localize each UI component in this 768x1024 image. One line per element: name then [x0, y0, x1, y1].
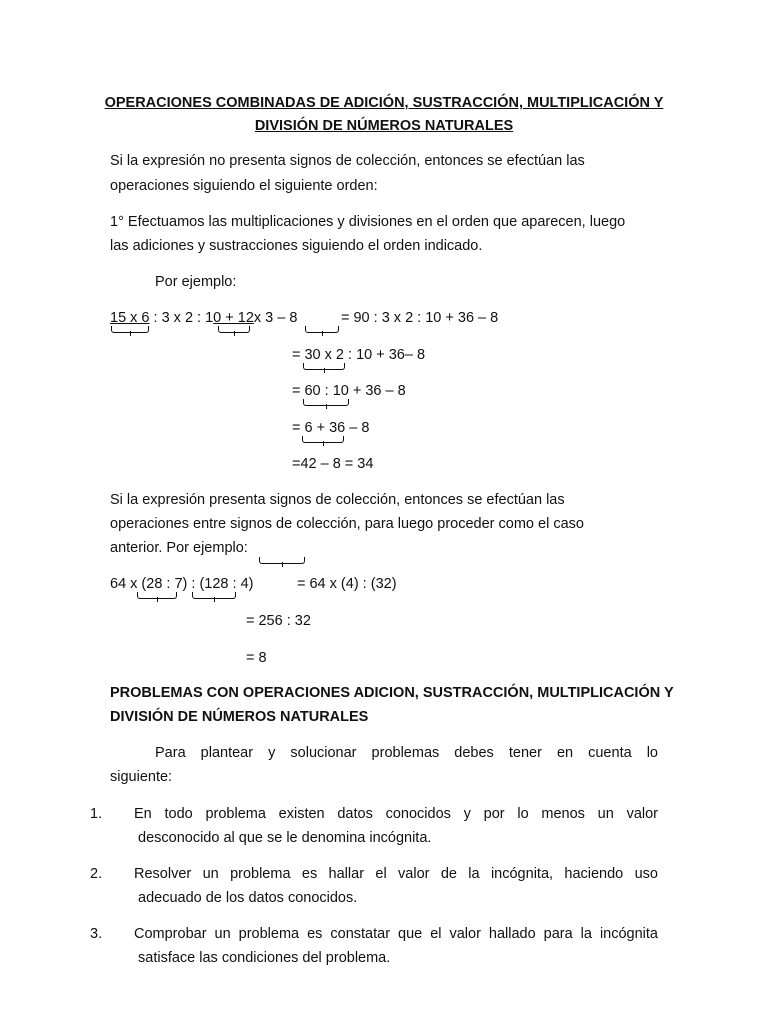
example1-step3: = 6 + 36 – 8 [292, 420, 370, 436]
brace-step2 [303, 399, 349, 406]
intro2-line-3: anterior. Por ejemplo: [110, 540, 248, 556]
list-item-1-line-2: desconocido al que se le denomina incógnita. [138, 830, 432, 846]
example2-expression: 64 x (28 : 7) : (128 : 4) [110, 576, 254, 592]
brace-128-4 [192, 592, 236, 599]
example1-expr-part4: 2 [245, 310, 254, 326]
list-item-3-line-2: satisface las condiciones del problema. [138, 950, 391, 966]
problems-intro-line-1: Para plantear y solucionar problemas debes tener en cuenta lo [155, 745, 658, 761]
brace-15x6 [111, 326, 149, 333]
brace-3-8 [305, 326, 339, 333]
problems-title-line-1: PROBLEMAS CON OPERACIONES ADICION, SUSTRACCIÓN, MULTIPLICACIÓN Y [110, 685, 674, 701]
example1-expression [110, 309, 297, 327]
brace-10-12 [218, 326, 250, 333]
example1-step4: =42 – 8 = 34 [292, 456, 374, 472]
brace-ejemplo [259, 557, 305, 564]
example1-label: Por ejemplo: [155, 274, 237, 290]
list-item-3-number: 3. [90, 926, 103, 942]
intro-line-1: Si la expresión no presenta signos de colección, entonces se efectúan las [110, 153, 585, 169]
rule1-line-2: las adiciones y sustracciones siguiendo el orden indicado. [110, 238, 483, 254]
rule1-line-1: 1° Efectuamos las multiplicaciones y divisiones en el orden que aparecen, luego [110, 214, 626, 230]
example2-step2: = 8 [246, 650, 267, 666]
example1-step2: = 60 : 10 + 36 – 8 [292, 383, 406, 399]
list-item-3-line-1: Comprobar un problema es constatar que el valor hallado para la incógnita [134, 926, 658, 942]
list-item-1-number: 1. [90, 806, 103, 822]
example1-expr-part1: 15 x 6 [110, 310, 150, 326]
brace-step1 [303, 363, 345, 370]
example1-expr-part3: 0 + 1 [213, 310, 246, 326]
list-item-2-line-1: Resolver un problema es hallar el valor de la incógnita, haciendo uso [134, 866, 658, 882]
problems-title-line-2: DIVISIÓN DE NÚMEROS NATURALES [110, 709, 369, 725]
title-line-2: DIVISIÓN DE NÚMEROS NATURALES [254, 118, 514, 134]
brace-step3 [302, 436, 344, 443]
intro-line-2: operaciones siguiendo el siguiente orden: [110, 178, 378, 194]
example2-result: = 64 x (4) : (32) [297, 576, 397, 592]
intro2-line-2: operaciones entre signos de colección, para luego proceder como el caso [110, 516, 584, 532]
list-item-1-line-1: En todo problema existen datos conocidos y por lo menos un valor [134, 806, 658, 822]
list-item-2-line-2: adecuado de los datos conocidos. [138, 890, 358, 906]
example1-result: = 90 : 3 x 2 : 10 + 36 – 8 [341, 310, 499, 326]
brace-28-7 [137, 592, 177, 599]
example1-expr-part5: x 3 – 8 [253, 310, 298, 326]
problems-intro-line-2: siguiente: [110, 769, 173, 785]
title-line-1: OPERACIONES COMBINADAS DE ADICIÓN, SUSTRACCIÓN, MULTIPLICACIÓN Y [104, 95, 664, 111]
example1-expr-part2: : 3 x 2 : 1 [149, 310, 214, 326]
intro2-line-1: Si la expresión presenta signos de colección, entonces se efectúan las [110, 492, 565, 508]
list-item-2-number: 2. [90, 866, 103, 882]
example1-step1: = 30 x 2 : 10 + 36– 8 [292, 347, 426, 363]
example2-step1: = 256 : 32 [246, 613, 311, 629]
